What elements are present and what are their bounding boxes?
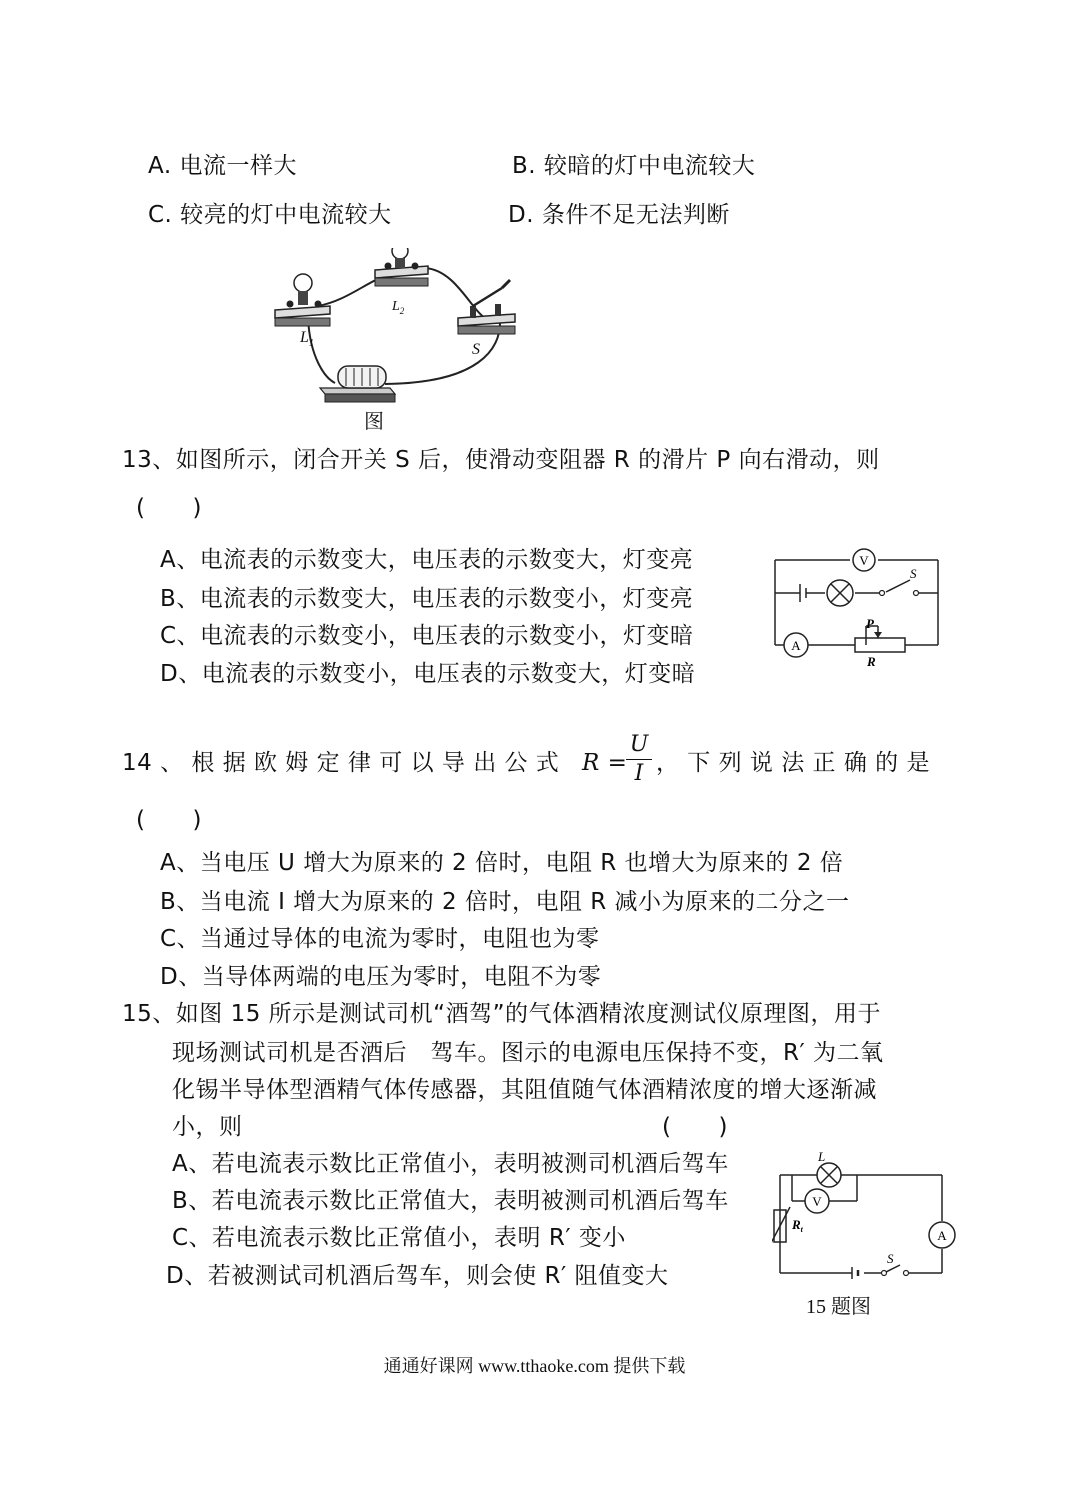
q14-stem-suffix: ， 下 列 说 法 正 确 的 是 bbox=[656, 750, 930, 776]
q13-rheostat-label: R bbox=[867, 654, 876, 668]
q15-lamp-label: L bbox=[818, 1149, 826, 1164]
q15-figure-caption: 15 题图 bbox=[806, 1296, 871, 1318]
q15-stem-line-2: 现场测试司机是否酒后 驾车。图示的电源电压保持不变，R′ 为二氧 bbox=[172, 1040, 884, 1066]
q14-formula-numerator: U bbox=[629, 732, 649, 757]
q15-circuit-schematic bbox=[772, 1145, 962, 1280]
q12-label-s: S bbox=[472, 341, 480, 358]
q13-ammeter-label: A bbox=[791, 638, 801, 653]
q15-voltmeter-label: V bbox=[812, 1194, 822, 1209]
q13-circuit-schematic bbox=[770, 548, 945, 668]
q14-stem-prefix: 14 、 根 据 欧 姆 定 律 可 以 导 出 公 式 bbox=[122, 750, 560, 776]
q12-option-d: D. 条件不足无法判断 bbox=[508, 202, 730, 228]
q14-option-c: C、当通过导体的电流为零时，电阻也为零 bbox=[160, 926, 600, 952]
q14-option-d: D、当导体两端的电压为零时，电阻不为零 bbox=[160, 964, 602, 990]
q14-formula-denominator: I bbox=[634, 761, 644, 786]
q15-sensor-label: $R_t$ bbox=[792, 1217, 803, 1234]
q15-option-b: B、若电流表示数比正常值大，表明被测司机酒后驾车 bbox=[172, 1188, 729, 1214]
q13-stem: 13、如图所示，闭合开关 S 后，使滑动变阻器 R 的滑片 P 向右滑动，则 bbox=[122, 447, 880, 473]
q14-formula-fraction bbox=[626, 732, 652, 787]
q13-option-b: B、电流表的示数变大，电压表的示数变小，灯变亮 bbox=[160, 586, 694, 612]
q15-option-a: A、若电流表示数比正常值小，表明被测司机酒后驾车 bbox=[172, 1151, 729, 1177]
q12-option-c: C. 较亮的灯中电流较大 bbox=[148, 202, 392, 228]
q15-stem-line-4: 小，则 bbox=[172, 1114, 243, 1140]
q15-stem-line-1: 15、如图 15 所示是测试司机“酒驾”的气体酒精浓度测试仪原理图，用于 bbox=[122, 1001, 881, 1027]
q12-label-l2: $L_2$ bbox=[392, 299, 405, 316]
q12-figure-caption: 图 bbox=[364, 411, 384, 433]
q14-formula-lhs: R = bbox=[582, 750, 628, 776]
q12-option-b: B. 较暗的灯中电流较大 bbox=[512, 153, 756, 179]
q13-voltmeter-label: V bbox=[859, 553, 869, 568]
q14-fraction-bar bbox=[626, 759, 652, 760]
page-footer: 通通好课网 www.tthaoke.com 提供下载 bbox=[383, 1356, 686, 1376]
q15-stem-line-3: 化锡半导体型酒精气体传感器，其阻值随气体酒精浓度的增大逐渐减 bbox=[172, 1077, 877, 1103]
q14-option-b: B、当电流 I 增大为原来的 2 倍时，电阻 R 减小为原来的二分之一 bbox=[160, 889, 850, 915]
q13-option-a: A、电流表的示数变大，电压表的示数变大，灯变亮 bbox=[160, 547, 694, 573]
q13-switch-label: S bbox=[910, 566, 917, 581]
q13-option-c: C、电流表的示数变小，电压表的示数变小，灯变暗 bbox=[160, 623, 694, 649]
q15-ammeter-label: A bbox=[937, 1228, 947, 1243]
q15-option-d: D、若被测试司机酒后驾车，则会使 R′ 阻值变大 bbox=[166, 1263, 669, 1289]
q13-answer-paren: ( ) bbox=[136, 495, 202, 521]
q12-label-l1: $L_1$ bbox=[300, 329, 314, 349]
q12-option-a: A. 电流一样大 bbox=[148, 153, 297, 179]
q15-option-c: C、若电流表示数比正常值小，表明 R′ 变小 bbox=[172, 1225, 626, 1251]
q12-circuit-figure bbox=[270, 248, 520, 418]
q15-answer-paren: ( ) bbox=[662, 1114, 728, 1140]
q14-option-a: A、当电压 U 增大为原来的 2 倍时，电阻 R 也增大为原来的 2 倍 bbox=[160, 850, 844, 876]
q15-switch-label: S bbox=[887, 1251, 894, 1266]
q13-option-d: D、电流表的示数变小，电压表的示数变大，灯变暗 bbox=[160, 661, 696, 687]
q14-answer-paren: ( ) bbox=[136, 807, 202, 833]
q13-slider-label: P bbox=[866, 616, 874, 631]
